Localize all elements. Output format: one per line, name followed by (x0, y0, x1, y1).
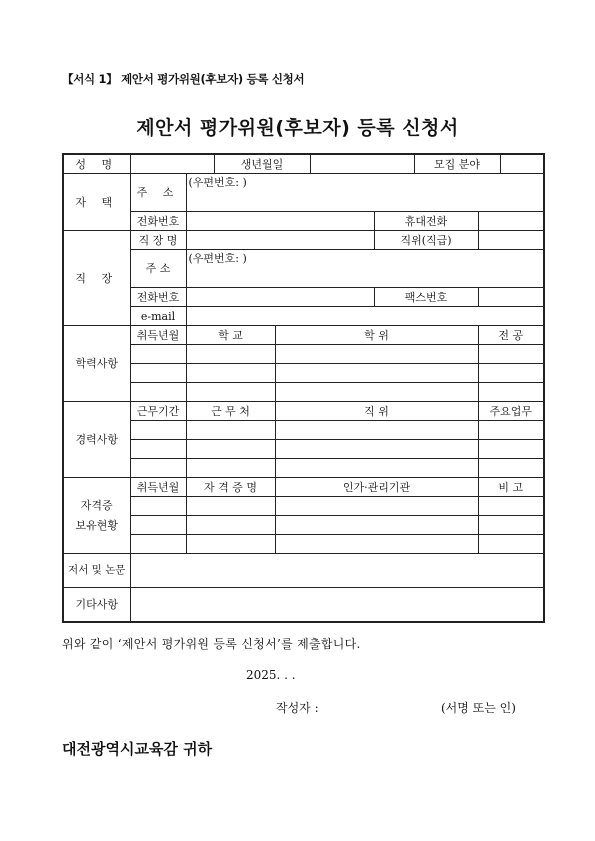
email-field[interactable] (186, 307, 544, 326)
company-field[interactable] (186, 231, 374, 250)
career-cell[interactable] (130, 459, 186, 478)
license-cell[interactable] (186, 497, 275, 516)
license-cell[interactable] (186, 535, 275, 554)
education-cell[interactable] (130, 345, 186, 364)
residence-address-label: 주 소 (130, 174, 186, 212)
license-cell[interactable] (275, 516, 478, 535)
education-cell[interactable] (275, 364, 478, 383)
publications-label: 저서 및 논문 (63, 554, 130, 588)
license-cell[interactable] (275, 497, 478, 516)
form-number-label: 【서식 1】 제안서 평가위원(후보자) 등록 신청서 (62, 72, 305, 86)
career-cell[interactable] (275, 440, 478, 459)
residence-address-field[interactable]: (우편번호: ) (186, 174, 544, 212)
career-header-workplace: 근 무 처 (186, 402, 275, 421)
name-field[interactable] (130, 154, 214, 174)
education-cell[interactable] (186, 364, 275, 383)
license-header-name: 자 격 증 명 (186, 478, 275, 497)
license-header-authority: 인가·관리기관 (275, 478, 478, 497)
workplace-address-label: 주 소 (130, 250, 186, 288)
license-cell[interactable] (478, 516, 544, 535)
license-header-note: 비 고 (478, 478, 544, 497)
education-cell[interactable] (478, 364, 544, 383)
career-cell[interactable] (186, 440, 275, 459)
license-section-line1: 자격증 (80, 498, 113, 512)
fax-field[interactable] (478, 288, 544, 307)
field-label: 모집 분야 (414, 154, 500, 174)
birth-label: 생년월일 (214, 154, 310, 174)
education-cell[interactable] (478, 383, 544, 402)
education-cell[interactable] (186, 383, 275, 402)
submission-date: 2025. . . (246, 668, 296, 682)
mobile-field[interactable] (478, 212, 544, 231)
education-cell[interactable] (275, 345, 478, 364)
field-value[interactable] (500, 154, 544, 174)
education-cell[interactable] (478, 345, 544, 364)
education-section-label: 학력사항 (63, 326, 130, 402)
education-header-major: 전 공 (478, 326, 544, 345)
license-cell[interactable] (186, 516, 275, 535)
writer-label: 작성자 : (276, 701, 319, 715)
company-label: 직 장 명 (130, 231, 186, 250)
name-label: 성 명 (63, 154, 130, 174)
workplace-address-field[interactable]: (우편번호: ) (186, 250, 544, 288)
residence-phone-field[interactable] (186, 212, 374, 231)
career-cell[interactable] (130, 440, 186, 459)
license-section-line2: 보유현황 (75, 518, 118, 532)
residence-phone-label: 전화번호 (130, 212, 186, 231)
workplace-phone-field[interactable] (186, 288, 374, 307)
workplace-phone-label: 전화번호 (130, 288, 186, 307)
education-cell[interactable] (130, 364, 186, 383)
education-header-degree: 학 위 (275, 326, 478, 345)
position-field[interactable] (478, 231, 544, 250)
career-header-period: 근무기간 (130, 402, 186, 421)
license-cell[interactable] (478, 535, 544, 554)
workplace-section-label: 직 장 (63, 231, 130, 326)
career-header-duties: 주요업무 (478, 402, 544, 421)
document-title: 제안서 평가위원(후보자) 등록 신청서 (136, 117, 459, 139)
registration-form-table (62, 153, 545, 623)
career-section-label: 경력사항 (63, 402, 130, 478)
publications-field[interactable] (130, 554, 544, 588)
license-cell[interactable] (130, 516, 186, 535)
license-cell[interactable] (130, 497, 186, 516)
addressee: 대전광역시교육감 귀하 (62, 740, 213, 758)
license-cell[interactable] (275, 535, 478, 554)
career-cell[interactable] (478, 440, 544, 459)
career-cell[interactable] (130, 421, 186, 440)
education-header-school: 학 교 (186, 326, 275, 345)
education-cell[interactable] (186, 345, 275, 364)
mobile-label: 휴대전화 (374, 212, 478, 231)
education-header-date: 취득년월 (130, 326, 186, 345)
education-cell[interactable] (130, 383, 186, 402)
email-label: e-mail (130, 307, 186, 326)
position-label: 직위(직급) (374, 231, 478, 250)
submission-statement: 위와 같이 ‘제안서 평가위원 등록 신청서’를 제출합니다. (62, 637, 361, 651)
career-cell[interactable] (275, 459, 478, 478)
license-header-date: 취득년월 (130, 478, 186, 497)
license-section-label (63, 478, 130, 554)
career-cell[interactable] (186, 459, 275, 478)
signature-label: (서명 또는 인) (441, 701, 516, 715)
education-cell[interactable] (275, 383, 478, 402)
career-cell[interactable] (478, 421, 544, 440)
etc-field[interactable] (130, 588, 544, 622)
residence-section-label: 자 택 (63, 174, 130, 231)
career-header-position: 직 위 (275, 402, 478, 421)
license-cell[interactable] (130, 535, 186, 554)
birth-field[interactable] (310, 154, 414, 174)
etc-label: 기타사항 (63, 588, 130, 622)
license-cell[interactable] (478, 497, 544, 516)
career-cell[interactable] (186, 421, 275, 440)
career-cell[interactable] (478, 459, 544, 478)
fax-label: 팩스번호 (374, 288, 478, 307)
career-cell[interactable] (275, 421, 478, 440)
